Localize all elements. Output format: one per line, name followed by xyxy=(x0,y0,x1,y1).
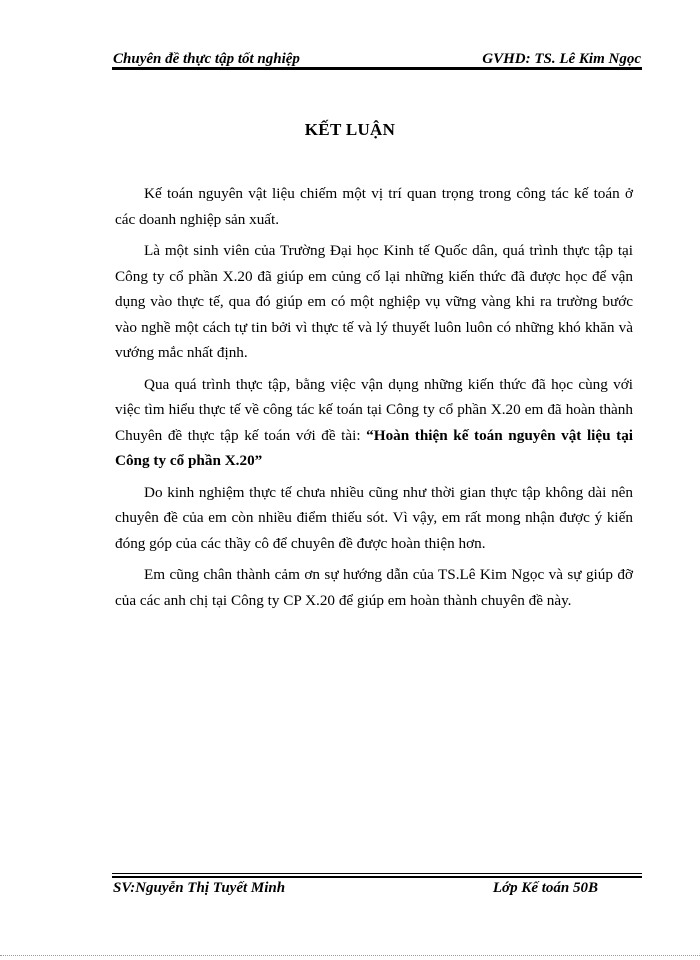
paragraph-5: Em cũng chân thành cảm ơn sự hướng dẫn của TS.Lê Kim Ngọc và sự giúp đỡ của các anh chị tại Công ty CP X.20 để giúp em hoàn thành chuyên đề này. xyxy=(115,566,633,609)
paragraph-1: Kế toán nguyên vật liệu chiếm một vị trí quan trọng trong công tác kế toán ở các doanh nghiệp sản xuất. xyxy=(115,185,633,228)
footer-divider-thick xyxy=(112,876,642,878)
header-supervisor: GVHD: TS. Lê Kim Ngọc xyxy=(482,51,641,67)
footer-student-name: SV:Nguyễn Thị Tuyết Minh xyxy=(113,880,286,896)
header-divider xyxy=(112,67,642,70)
header-report-title: Chuyên đề thực tập tốt nghiệp xyxy=(113,51,300,67)
footer-divider-thin xyxy=(112,873,642,874)
paragraph-2: Là một sinh viên của Trường Đại học Kinh tế Quốc dân, quá trình thực tập tại Công ty cổ phần X.20 đã giúp em củng cố lại những kiến thức đã được học để vận dụng vào thực tế, qua đó giúp em có một nghiệp vụ vững vàng khi ra trường bước vào nghề một cách tự tin bởi vì thực tế và lý thuyết luôn luôn có những khó khăn và vướng mắc nhất định. xyxy=(115,242,633,361)
page-header xyxy=(113,44,641,68)
page-title: KẾT LUẬN xyxy=(304,120,396,139)
paragraph-4: Do kinh nghiệm thực tế chưa nhiều cũng như thời gian thực tập không dài nên chuyên đề của em còn nhiều điểm thiếu sót. Vì vậy, em rất mong nhận được ý kiến đóng góp của các thầy cô để chuyên đề được hoàn thiện hơn. xyxy=(115,483,633,552)
paragraph-3 xyxy=(115,372,633,474)
conclusion-body xyxy=(115,181,633,619)
page-edge-dotted-line xyxy=(0,955,700,956)
thesis-topic: “Hoàn thiện kế toán nguyên vật liệu tại Công ty cổ phần X.20” xyxy=(115,426,634,469)
footer-class: Lớp Kế toán 50B xyxy=(492,880,598,896)
page-footer xyxy=(113,880,598,897)
paragraph-3-text: Qua quá trình thực tập, bằng việc vận dụng những kiến thức đã học cùng với việc tìm hiểu thực tế về công tác kế toán tại Công ty cổ phần X.20 em đã hoàn thành Chuyên đề thực tập kế toán với đề tài: xyxy=(115,375,633,444)
